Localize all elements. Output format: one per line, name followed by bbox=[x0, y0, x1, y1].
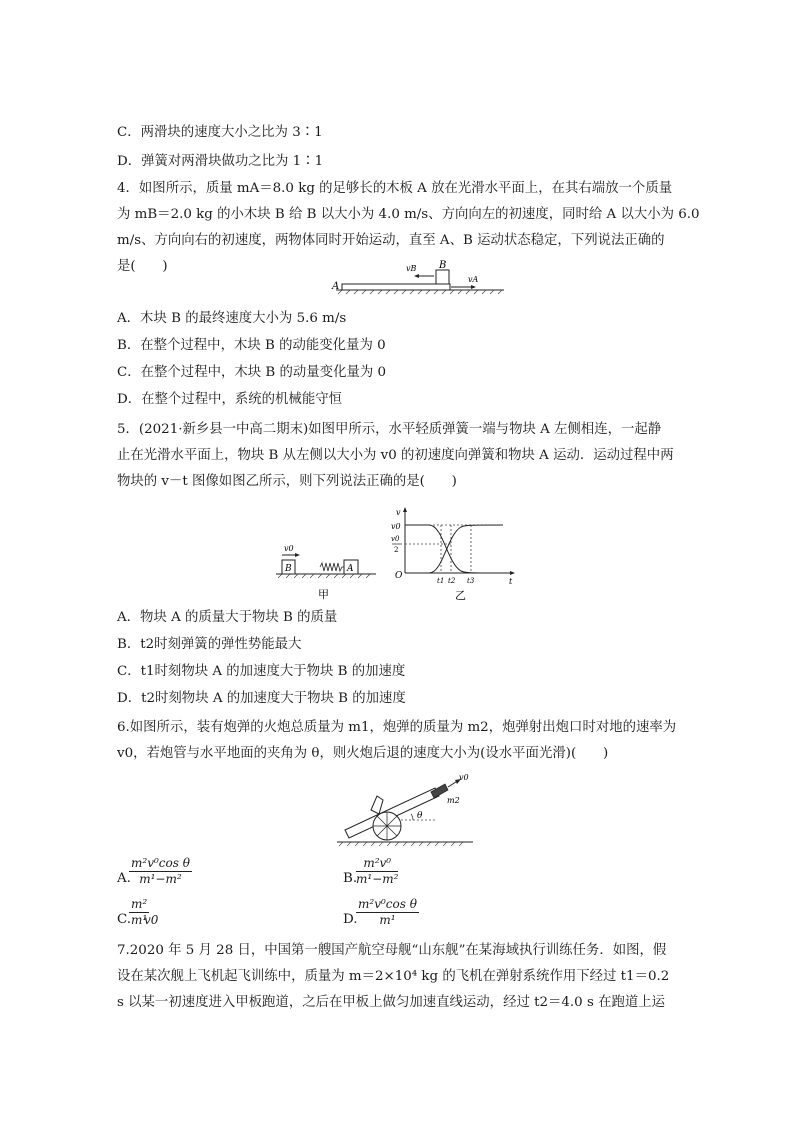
fraction-denominator: m¹ bbox=[131, 913, 148, 927]
tick-half-num: v0 bbox=[391, 535, 400, 543]
q6-option-a-label: A. bbox=[117, 871, 131, 886]
q5-stem-line-2: 止在光滑水平面上，物块 B 从左侧以大小为 v0 的初速度向弹簧和物块 A 运动．运动过程中两 bbox=[117, 448, 674, 463]
fraction-numerator: m² bbox=[131, 897, 148, 911]
label-theta: θ bbox=[417, 811, 423, 821]
q4-stem-line-2: 为 mB＝2.0 kg 的小木块 B 给 B 以大小为 4.0 m/s、方向向左的初速度，同时给 A 以大小为 6.0 bbox=[117, 207, 700, 222]
caption-yi: 乙 bbox=[455, 589, 466, 602]
q5-option-b: B．t2时刻弹簧的弹性势能最大 bbox=[117, 637, 302, 652]
label-b: B bbox=[285, 564, 292, 574]
fraction-denominator: m¹−m² bbox=[356, 872, 399, 886]
q6-stem-line-1: 6.如图所示，装有炮弹的火炮总质量为 m1，炮弹的质量为 m2，炮弹射出炮口时对地的速率为 bbox=[117, 720, 677, 735]
fraction-numerator: m²v⁰cos θ bbox=[131, 856, 190, 870]
q6-figure-cannon bbox=[335, 770, 475, 850]
label-va: vA bbox=[468, 275, 479, 284]
q5-stem-line-3: 物块的 v－t 图像如图乙所示，则下列说法正确的是( ) bbox=[117, 474, 457, 489]
q6-option-b-fraction bbox=[356, 856, 398, 887]
q6-option-b-label: B. bbox=[343, 871, 358, 886]
q4-stem-line-4: 是( ) bbox=[117, 259, 168, 274]
tick-half-den: 2 bbox=[394, 546, 399, 554]
fraction-denominator: m¹−m² bbox=[139, 872, 182, 886]
q4-option-d: D．在整个过程中，系统的机械能守恒 bbox=[117, 392, 342, 407]
q4-stem-line-1: 4．如图所示，质量 mA＝8.0 kg 的足够长的木板 A 放在光滑水平面上，在其右端放一个质量 bbox=[117, 181, 673, 196]
q7-stem-line-2: 设在某次舰上飞机起飞训练中，质量为 m＝2×10⁴ kg 的飞机在弹射系统作用下经过 t1＝0.2 bbox=[117, 969, 670, 984]
q5-option-a: A．物块 A 的质量大于物块 B 的质量 bbox=[117, 610, 338, 625]
tick-t2: t2 bbox=[448, 577, 456, 585]
q5-option-c: C．t1时刻物块 A 的加速度大于物块 B 的加速度 bbox=[117, 664, 406, 679]
fraction-numerator: m²v⁰cos θ bbox=[358, 897, 417, 911]
label-vb: vB bbox=[406, 264, 417, 273]
origin: O bbox=[395, 571, 403, 581]
label-m2: m2 bbox=[447, 796, 460, 805]
fraction-denominator: m¹ bbox=[379, 913, 396, 927]
axis-v: v bbox=[396, 508, 401, 517]
q5-figure-jia bbox=[270, 540, 380, 604]
spring bbox=[320, 563, 344, 571]
q5-figure-yi-vt-graph bbox=[385, 505, 525, 603]
q4-option-b: B．在整个过程中，木块 B 的动能变化量为 0 bbox=[117, 338, 386, 353]
q6-option-c-tail: v0 bbox=[144, 913, 159, 927]
fraction-numerator: m²v⁰ bbox=[356, 856, 398, 872]
q6-stem-line-2: v0，若炮管与水平地面的夹角为 θ，则火炮后退的速度大小为(设水平面光滑)( ) bbox=[117, 746, 609, 761]
q4-option-a: A．木块 B 的最终速度大小为 5.6 m/s bbox=[117, 311, 347, 326]
axis-t: t bbox=[509, 577, 513, 586]
block-b bbox=[436, 270, 449, 284]
q7-stem-line-3: s 以某一初速度进入甲板跑道，之后在甲板上做匀加速直线运动，经过 t2＝4.0 s 在跑道上运 bbox=[117, 995, 666, 1010]
label-v0: v0 bbox=[459, 773, 469, 782]
board-a bbox=[342, 284, 450, 290]
q6-option-c-label: C. bbox=[117, 912, 132, 927]
shield bbox=[371, 796, 383, 814]
label-a: A bbox=[332, 281, 340, 292]
q3-option-d: D．弹簧对两滑块做功之比为 1∶1 bbox=[117, 154, 324, 169]
q6-option-a-fraction bbox=[129, 856, 192, 887]
q3-option-c: C．两滑块的速度大小之比为 3∶1 bbox=[117, 125, 323, 140]
label-b: B bbox=[439, 260, 447, 271]
caption-jia: 甲 bbox=[318, 588, 329, 601]
label-v0: v0 bbox=[284, 544, 294, 553]
q6-option-d-label: D. bbox=[343, 912, 358, 927]
q5-option-d: D．t2时刻物块 A 的加速度大于物块 B 的加速度 bbox=[117, 691, 406, 706]
q4-figure-board-block bbox=[330, 256, 510, 298]
q4-option-c: C．在整个过程中，木块 B 的动量变化量为 0 bbox=[117, 365, 387, 380]
q4-stem-line-3: m/s、方向向右的初速度，两物体同时开始运动，直至 A、B 运动状态稳定，下列说法正确的 bbox=[117, 233, 665, 248]
tick-v0: v0 bbox=[391, 522, 401, 531]
q7-stem-line-1: 7.2020 年 5 月 28 日，中国第一艘国产航空母舰“山东舰”在某海域执行训练任务．如图，假 bbox=[117, 943, 667, 958]
q6-option-d-fraction bbox=[356, 897, 419, 928]
q5-stem-line-1: 5．(2021·新乡县一中高二期末)如图甲所示，水平轻质弹簧一端与物块 A 左侧相连，一起静 bbox=[117, 422, 662, 437]
curve-a bbox=[405, 525, 503, 573]
label-a: A bbox=[347, 564, 354, 574]
tick-t1: t1 bbox=[437, 577, 445, 585]
tick-t3: t3 bbox=[467, 577, 475, 585]
